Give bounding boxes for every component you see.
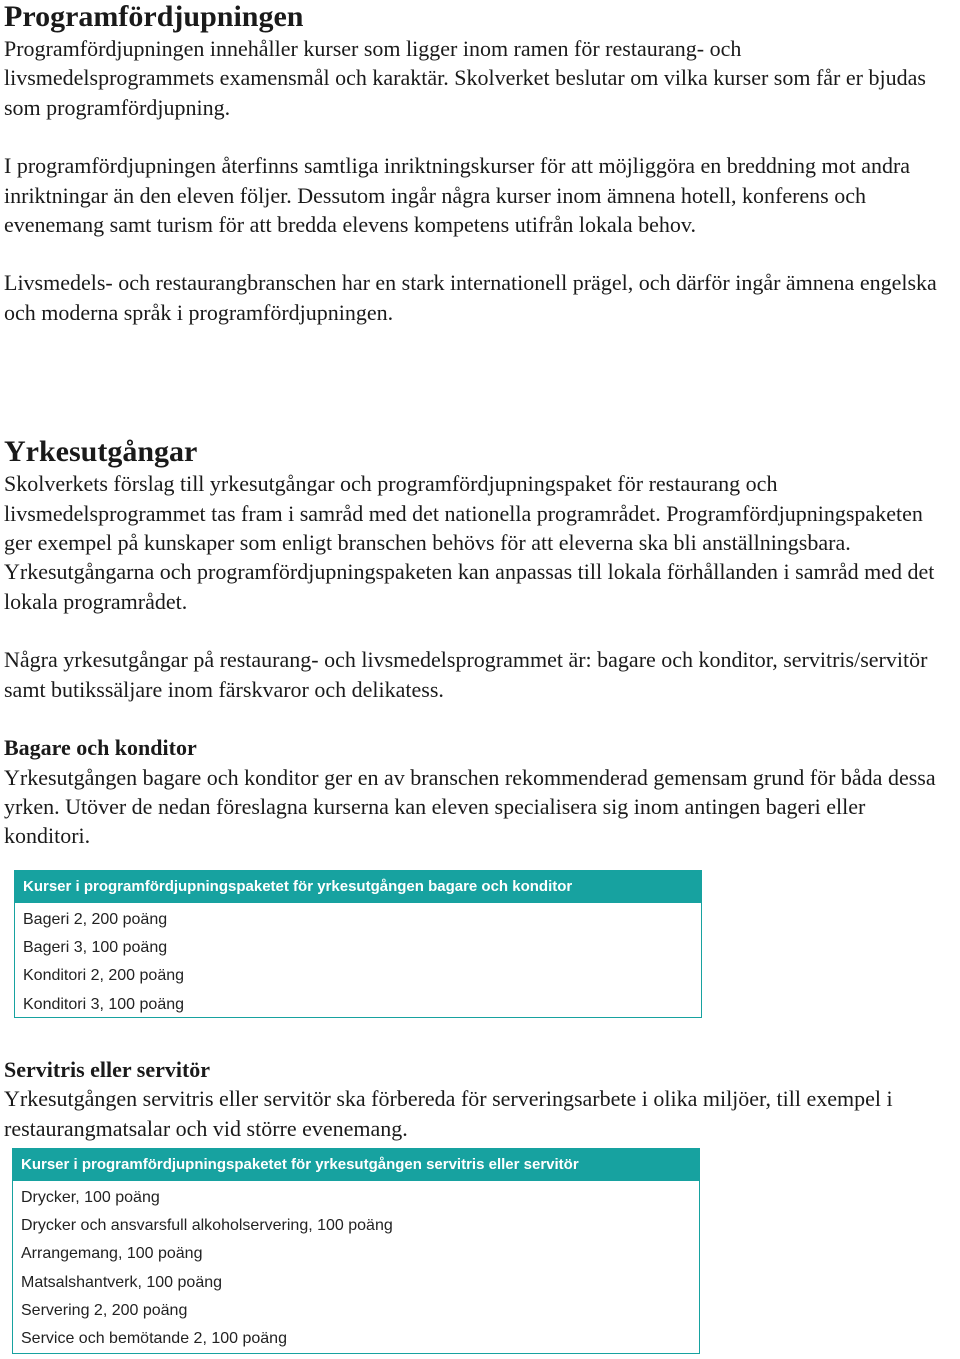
subsection-title-bagare: Bagare och konditor xyxy=(4,735,197,761)
course-item: Bageri 2, 200 poäng xyxy=(23,911,168,928)
paragraph-bagare: Yrkesutgången bagare och konditor ger en av branschen rekommenderad gemensam grund för båda dessa yrken. Utöver de nedan föreslagna kurserna kan eleven specialisera sig inom antingen bageri eller konditori. xyxy=(4,764,936,849)
course-item: Matsalshantverk, 100 poäng xyxy=(21,1273,223,1291)
course-item: Drycker och ansvarsfull alkoholservering, 100 poäng xyxy=(21,1217,393,1235)
servitris-section xyxy=(4,1055,954,1143)
course-item: Servering 2, 200 poäng xyxy=(21,1301,188,1319)
course-item: Drycker, 100 poäng xyxy=(21,1189,160,1206)
course-item: Service och bemötande 2, 100 poäng xyxy=(21,1329,287,1347)
course-list xyxy=(15,903,701,1019)
course-item: Konditori 2, 200 poäng xyxy=(23,967,185,985)
course-item: Arrangemang, 100 poäng xyxy=(21,1245,203,1263)
paragraph-programfordjupning-2: I programfördjupningen återfinns samtliga inriktningskurser för att möjliggöra en breddning mot andra inriktningar än den eleven följer. Dessutom ingår några kurser inom ämnena hotell, konferens och evenemang samt turism för att bredda elevens kompetens utifrån lokala behov. xyxy=(4,153,911,238)
course-item: Konditori 3, 100 poäng xyxy=(23,995,185,1013)
paragraph-programfordjupning-1: Programfördjupningen innehåller kurser som ligger inom ramen för restaurang- och livsmedelsprogrammets examensmål och karaktär. Skolverket beslutar om vilka kurser som får er bjudas som programfördjupning. xyxy=(4,36,926,120)
subsection-title-servitris: Servitris eller servitör xyxy=(4,1057,211,1082)
paragraph-yrkesutgangar-2: Några yrkesutgångar på restaurang- och livsmedelsprogrammet är: bagare och konditor, servitris/servitör samt butikssäljare inom färskvaror och delikatess. xyxy=(4,647,928,702)
paragraph-programfordjupning-3: Livsmedels- och restaurangbranschen har en stark internationell prägel, och därför ingår ämnena engelska och moderna språk i programfördjupningen. xyxy=(4,270,937,325)
section-title-programfordjupning: Programfördjupningen xyxy=(4,0,304,33)
course-box-servitris xyxy=(12,1148,700,1354)
course-box-header: Kurser i programfördjupningspaketet för yrkesutgången servitris eller servitör xyxy=(13,1149,699,1181)
paragraph-yrkesutgangar-1: Skolverkets förslag till yrkesutgångar och programfördjupningspaket för restaurang och livsmedelsprogrammet tas fram i samråd med det nationella programrådet. Programfördjupningspaketen ger exempel på kunskaper som enligt branschen behövs för att eleverna ska bli anställningsbara. Yrkesutgångarna och programfördjupningspaketen kan anpassas till lokala förhållanden i samråd med det lokala programrådet. xyxy=(4,471,935,614)
course-list xyxy=(13,1181,699,1353)
paragraph-servitris: Yrkesutgången servitris eller servitör ska förbereda för serveringsarbete i olika miljöer, till exempel i restaurangmatsalar och vid större evenemang. xyxy=(4,1086,893,1141)
course-box-header: Kurser i programfördjupningspaketet för yrkesutgången bagare och konditor xyxy=(15,871,701,903)
course-item: Bageri 3, 100 poäng xyxy=(23,939,168,957)
course-box-bagare xyxy=(14,870,702,1018)
section-title-yrkesutgangar: Yrkesutgångar xyxy=(4,435,198,469)
document-page xyxy=(4,0,954,851)
